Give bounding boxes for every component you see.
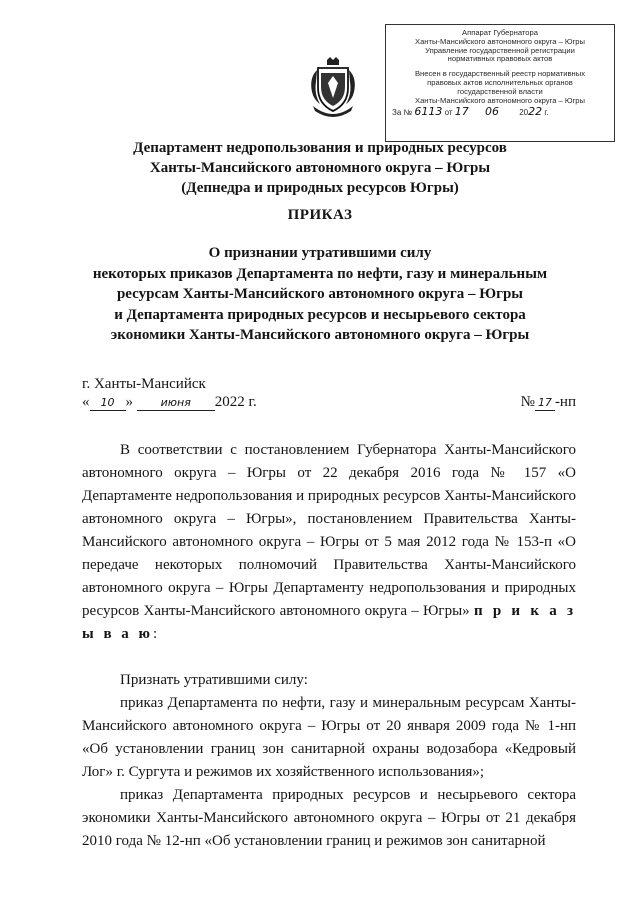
number-value: 17 [535,396,555,411]
repealed-order-item: приказ Департамента по нефти, газу и минеральным ресурсам Ханты-Мансийского автономного округа – Югры от 20 января 2009 года № 1-нп «Об установлении границ зон санитарной охраны водозабора «Кедровый Лог» г. Сургута и режимов их хозяйственного использования»; [82,695,576,780]
stamp-line: Управление государственной регистрации [425,45,575,55]
place-of-issue: г. Ханты-Мансийск [82,376,206,392]
repealed-order-item: приказ Департамента природных ресурсов и несырьевого сектора экономики Ханты-Мансийского автономного округа – Югры от 21 декабря 2010 года № 12-нп «Об установлении границ и режимов зон санитарной [82,787,576,849]
number-prefix: № [520,394,535,410]
department-header [60,138,580,198]
date-month: июня [137,396,215,411]
document-type-title: ПРИКАЗ [287,207,353,223]
date-day: 10 [90,396,126,411]
department-short-name: (Депнедра и природных ресурсов Югры) [181,180,459,196]
stamp-line: правовых актов исполнительных органов [427,77,573,87]
stamp-reg-day: 17 [454,105,469,119]
registration-stamp [385,24,615,142]
number-suffix: -нп [554,394,576,410]
subject-line: О признании утратившими силу [208,245,432,261]
stamp-reg-month: 06 [484,105,499,119]
order-date [82,394,257,411]
repeal-intro: Признать утратившими силу: [120,672,308,688]
department-name-line: Департамент недропользования и природных ресурсов [133,140,507,156]
order-keyword: п р и к а з ы в а ю [82,603,577,642]
preamble-end: : [153,626,158,642]
stamp-line: Ханты-Мансийского автономного округа – Югры [415,95,585,105]
subject-line: некоторых приказов Департамента по нефти, газу и минеральным [92,265,548,282]
stamp-reg-year-suffix: 22 [528,105,543,119]
coat-of-arms-icon [307,56,359,118]
preamble-paragraph [82,439,576,646]
stamp-reg-year-g: г. [544,108,549,118]
subject-line: ресурсам Ханты-Мансийского автономного округа – Югры [116,286,524,302]
order-body [82,439,576,853]
stamp-reg-number: 6113 [414,105,443,119]
subject-line: экономики Ханты-Мансийского автономного округа – Югры [110,327,530,343]
stamp-registration-line [392,105,608,119]
order-subject [50,243,590,346]
date-open-quote: « [82,394,90,410]
stamp-reg-year-prefix: 20 [519,108,529,118]
date-close-quote: » [125,394,133,410]
stamp-line: Ханты-Мансийского автономного округа – Югры [415,36,585,46]
department-name-line: Ханты-Мансийского автономного округа – Югры [149,160,491,176]
stamp-reg-from: от [444,108,453,118]
stamp-line: государственной власти [457,86,543,96]
date-year: 2022 г. [214,394,257,410]
preamble-text: В соответствии с постановлением Губернатора Ханты-Мансийского автономного округа – Югры от 22 декабря 2016 года № 157 «О Департаменте недропользования и природных ресурсов Ханты-Мансийского автономного округа – Югры», постановлением Правительства Ханты-Мансийского автономного округа – Югры от 5 мая 2012 года № 153-п «О передаче некоторых полномочий Правительства Ханты-Мансийского автономного округа – Югры Департаменту недропользования и природных ресурсов Ханты-Мансийского автономного округа – Югры» [82,442,576,619]
stamp-line: нормативных правовых актов [447,54,553,64]
order-number [521,394,576,411]
stamp-line: Аппарат Губернатора [462,28,538,37]
subject-line: и Департамента природных ресурсов и несырьевого сектора [114,306,526,323]
stamp-reg-prefix: За № [392,108,413,118]
stamp-line: Внесен в государственный реестр нормативных [414,69,586,79]
